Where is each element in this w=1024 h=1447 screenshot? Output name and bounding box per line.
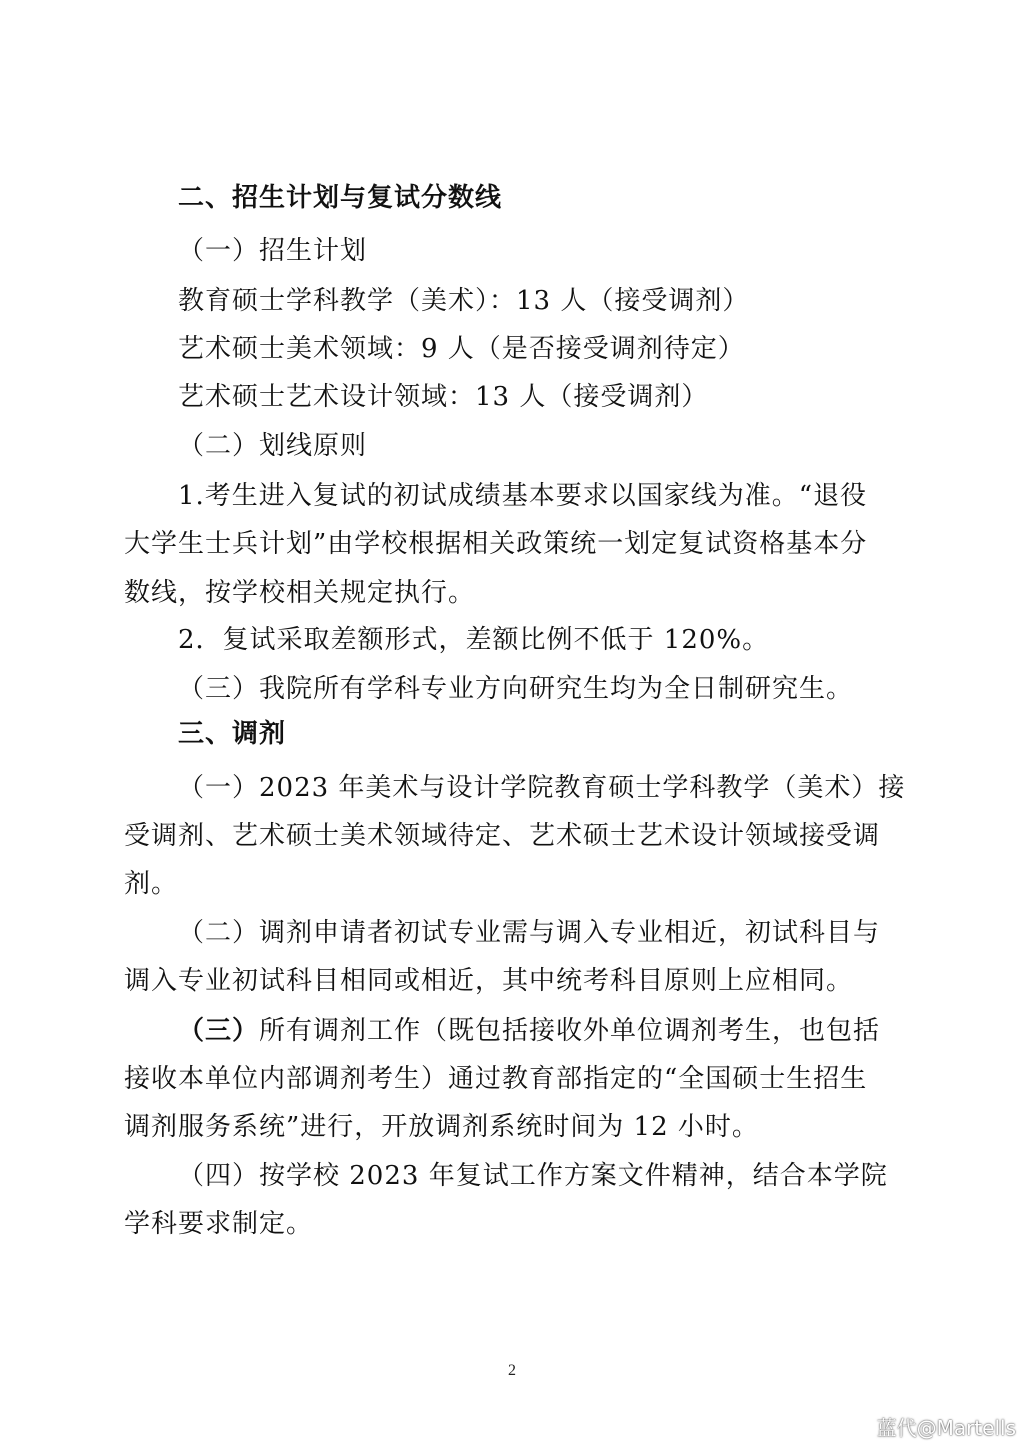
rule-1-line-3: 数线，按学校相关规定执行。: [124, 578, 476, 608]
adjust-1-line-2: 受调剂、艺术硕士美术领域待定、艺术硕士艺术设计领域接受调: [124, 821, 881, 851]
adjust-3-line-1-text: 所有调剂工作（既包括接收外单位调剂考生，也包括: [259, 1016, 881, 1046]
adjust-3-line-2: 接收本单位内部调剂考生）通过教育部指定的“全国硕士生招生: [124, 1064, 868, 1094]
rule-1-line-2: 大学生士兵计划”由学校根据相关政策统一划定复试资格基本分: [124, 529, 868, 559]
adjust-1-line-3: 剂。: [124, 869, 179, 899]
watermark-text: 蓝代@Martells: [876, 1416, 1016, 1440]
adjust-4-line-1: （四）按学校 2023 年复试工作方案文件精神，结合本学院: [178, 1161, 888, 1191]
section-2-heading: 二、招生计划与复试分数线: [178, 183, 503, 213]
plan-item-1: 教育硕士学科教学（美术）：13 人（接受调剂）: [178, 286, 750, 316]
adjust-3-line-1: [0, 1013, 1024, 1049]
plan-item-3: 艺术硕士艺术设计领域：13 人（接受调剂）: [178, 382, 709, 412]
adjust-2-line-1: （二）调剂申请者初试专业需与调入专业相近，初试科目与: [178, 918, 881, 948]
subsection-2-3: （三）我院所有学科专业方向研究生均为全日制研究生。: [178, 674, 854, 704]
adjust-1-line-1: （一）2023 年美术与设计学院教育硕士学科教学（美术）接: [178, 773, 906, 803]
adjust-2-line-2: 调入专业初试科目相同或相近，其中统考科目原则上应相同。: [124, 966, 854, 996]
adjust-4-line-2: 学科要求制定。: [124, 1209, 314, 1239]
rule-2: 2．复试采取差额形式，差额比例不低于 120%。: [178, 625, 770, 655]
rule-1-line-1: 1.考生进入复试的初试成绩基本要求以国家线为准。“退役: [178, 481, 868, 511]
subsection-2-2-heading: （二）划线原则: [178, 431, 368, 461]
section-3-heading: 三、调剂: [178, 719, 287, 749]
plan-item-2: 艺术硕士美术领域：9 人（是否接受调剂待定）: [178, 334, 745, 364]
page-number: 2: [508, 1362, 516, 1379]
adjust-3-prefix: （三）: [178, 1016, 260, 1046]
adjust-3-line-3: 调剂服务系统”进行，开放调剂系统时间为 12 小时。: [124, 1112, 759, 1142]
subsection-2-1-heading: （一）招生计划: [178, 236, 368, 266]
